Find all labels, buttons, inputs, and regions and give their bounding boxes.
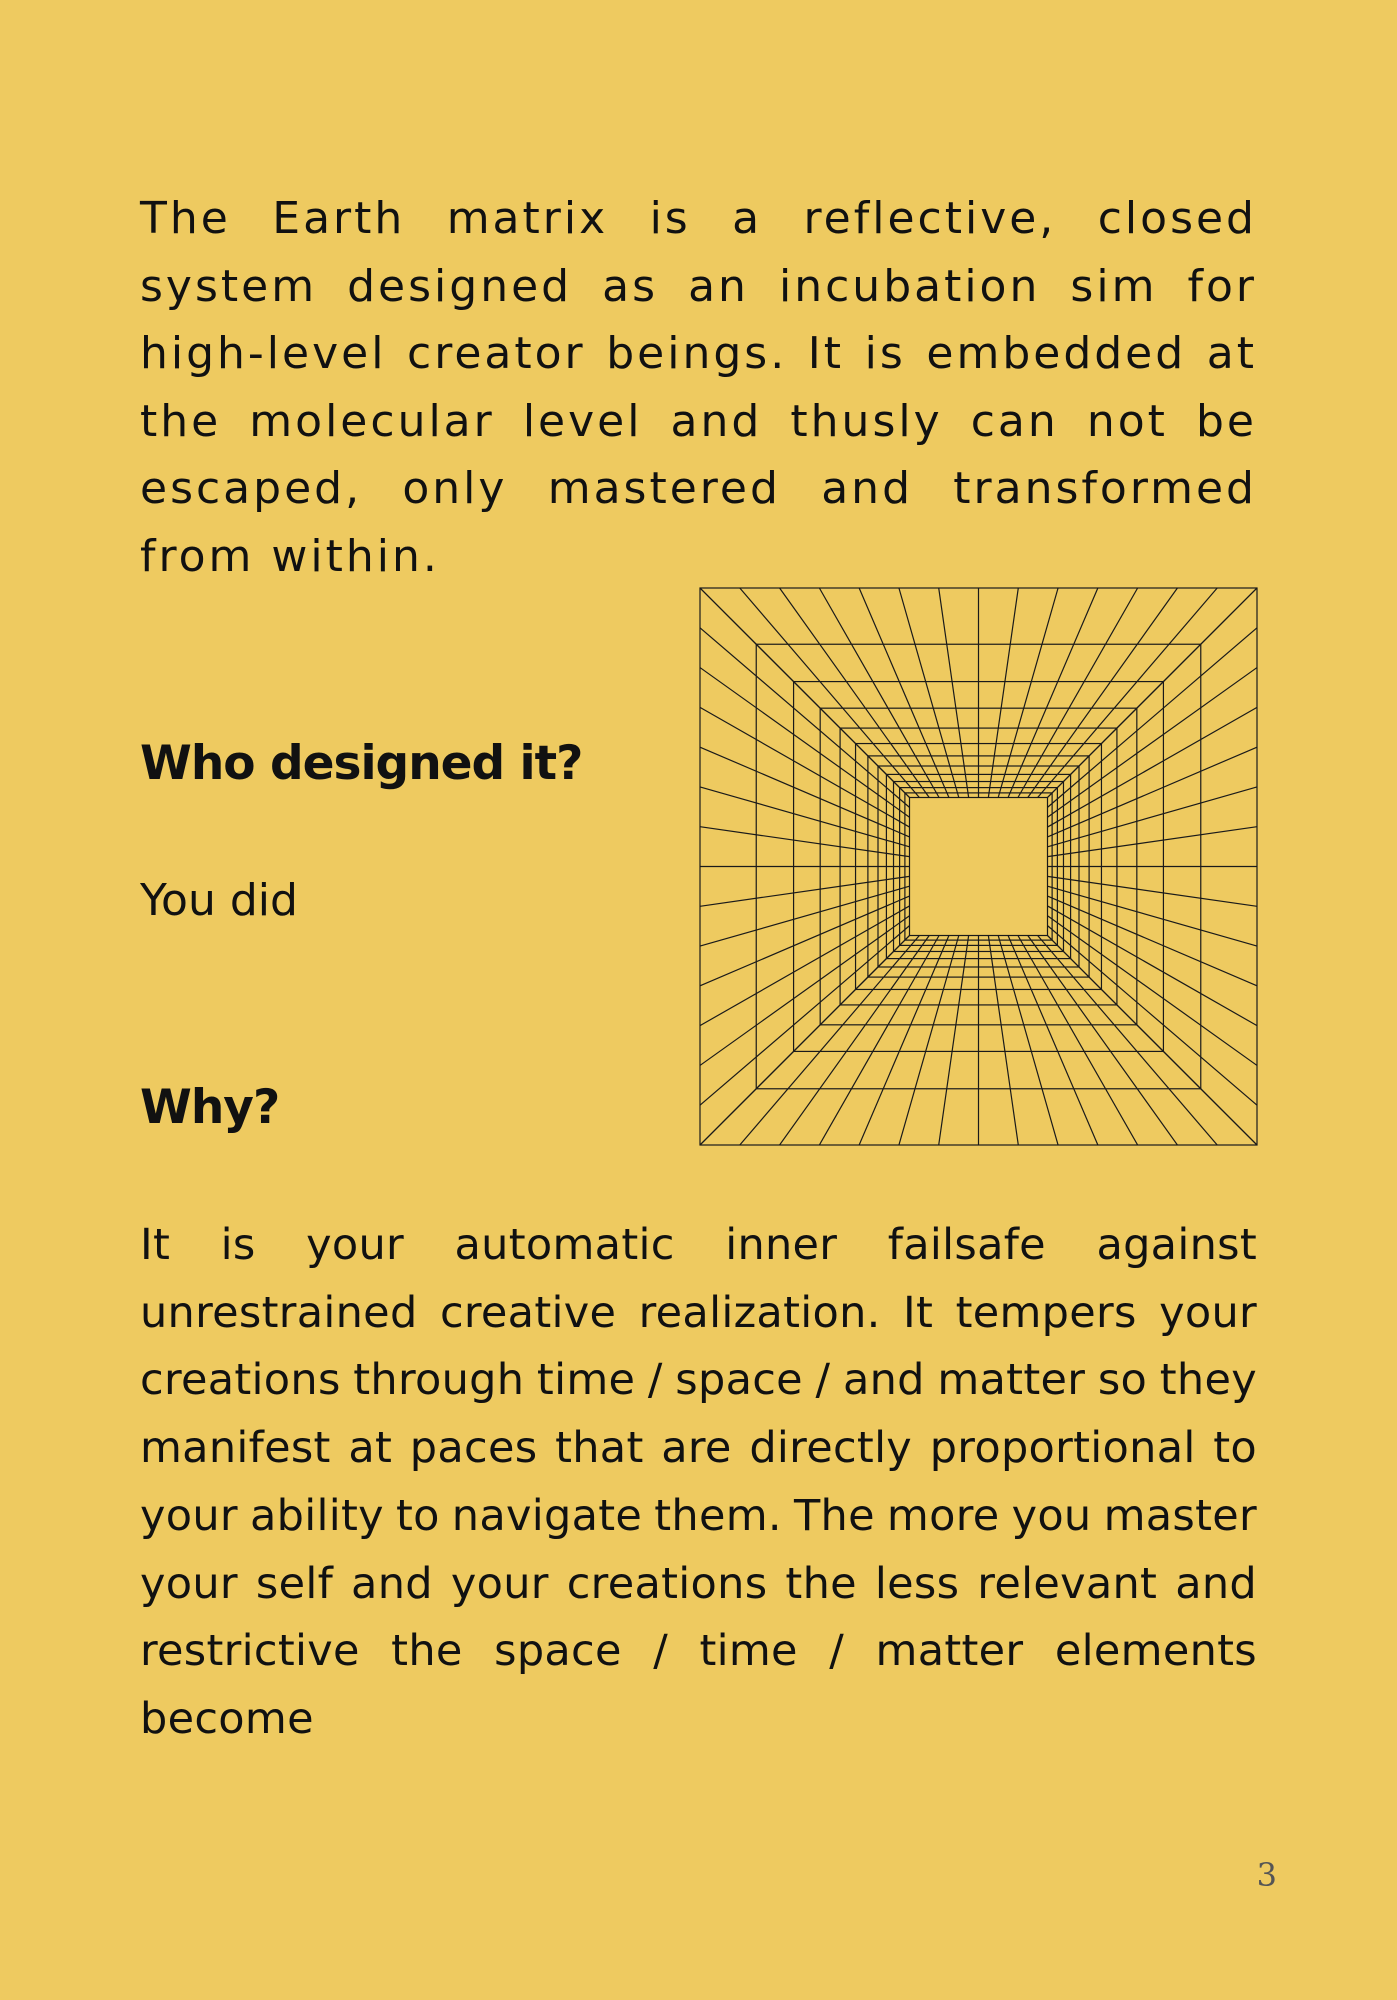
page-number: 3: [1256, 1856, 1277, 1894]
answer-text: You did: [140, 875, 298, 926]
heading-why: Why?: [140, 1080, 280, 1135]
grid-tunnel-icon: [699, 587, 1258, 1146]
why-paragraph: It is your automatic inner failsafe against unrestrained creative realization. It tempers your creations through time / space / and matter so they manifest at paces that are directly proportional to your ability to navigate them. The more you master your self and your creations the less relevant and restrictive the space / time / matter elements become: [140, 1220, 1257, 1744]
intro-paragraph: The Earth matrix is a reflective, closed system designed as an incubation sim for high-level creator beings. It is embedded at the molecular level and thusly can not be escaped, only mastered and transformed from within.: [140, 193, 1257, 582]
heading-who-designed: Who designed it?: [140, 736, 583, 791]
